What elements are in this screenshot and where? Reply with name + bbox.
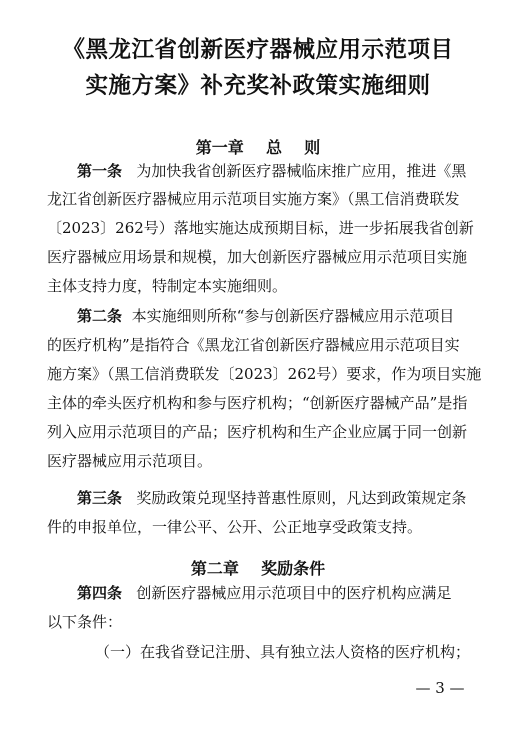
document-title-line-1: 《黑龙江省创新医疗器械应用示范项目 — [62, 37, 454, 63]
article-4-first-line — [77, 583, 487, 603]
article-2-text-line: 列入应用示范项目的产品；医疗机构和生产企业应属于同一创新 — [47, 423, 468, 441]
chapter-1-heading: 第一章 总 则 — [195, 138, 321, 157]
article-2-text-line: 施方案》（黑工信消费联发〔2023〕262号）要求，作为项目实施 — [47, 365, 482, 383]
page-number: — 3 — — [415, 679, 465, 697]
article-4-text-line: 创新医疗器械应用示范项目中的医疗机构应满足 — [136, 584, 452, 602]
article-1-text-line: 为加快我省创新医疗器械临床推广应用，推进《黑 — [136, 162, 467, 180]
article-2-label: 第二条 — [77, 307, 123, 325]
article-2-text-line: 主体的牵头医疗机构和参与医疗机构；“创新医疗器械产品”是指 — [47, 394, 468, 412]
condition-1-line: （一）在我省登记注册、具有独立法人资格的医疗机构； — [95, 643, 471, 661]
article-1-label: 第一条 — [77, 162, 123, 180]
article-1-text-line: 主体支持力度，特制定本实施细则。 — [47, 277, 288, 295]
article-3-label: 第三条 — [77, 489, 123, 507]
article-2-first-line — [77, 306, 487, 326]
article-2-text-line: 本实施细则所称“参与创新医疗器械应用示范项目 — [131, 307, 455, 325]
article-3-text-line: 件的申报单位，一律公平、公开、公正地享受政策支持。 — [47, 518, 423, 536]
document-title-line-2: 实施方案》补充奖补政策实施细则 — [85, 73, 431, 99]
chapter-2-heading: 第二章 奖励条件 — [190, 559, 326, 578]
article-4-label: 第四条 — [77, 584, 123, 602]
article-3-first-line — [77, 488, 487, 508]
article-2-text-line: 医疗器械应用示范项目。 — [47, 452, 213, 470]
article-1-text-line: 医疗器械应用场景和规模，加大创新医疗器械应用示范项目实施 — [47, 248, 468, 266]
article-1-text-line: 〔2023〕262号）落地实施达成预期目标，进一步拓展我省创新 — [47, 219, 474, 237]
article-2-text-line: 的医疗机构”是指符合《黑龙江省创新医疗器械应用示范项目实 — [47, 336, 460, 354]
article-1-text-line: 龙江省创新医疗器械应用示范项目实施方案》（黑工信消费联发 — [47, 190, 460, 208]
article-4-text-line: 以下条件： — [47, 613, 123, 631]
article-1-first-line — [77, 161, 487, 181]
article-3-text-line: 奖励政策兑现坚持普惠性原则，凡达到政策规定条 — [136, 489, 467, 507]
